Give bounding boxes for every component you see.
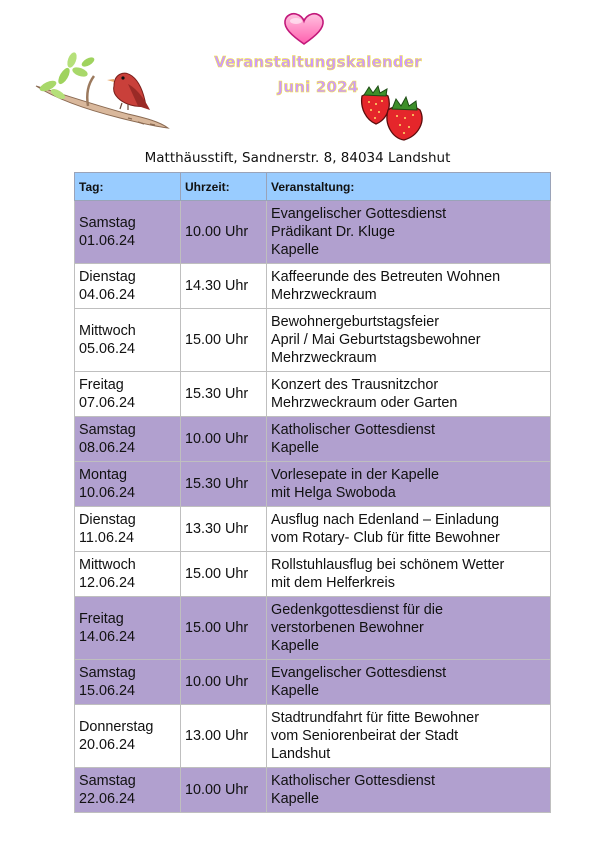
event-description-line: Mehrzweckraum: [271, 287, 377, 303]
address-line: Matthäusstift, Sandnerstr. 8, 84034 Landshut: [144, 150, 451, 166]
event-description-cell: [267, 201, 551, 264]
table-row: [75, 507, 551, 552]
event-description-line: Kapelle: [271, 638, 320, 654]
weekday: Samstag: [79, 215, 136, 231]
event-description-cell: [267, 768, 551, 813]
event-description-line: mit Helga Swoboda: [271, 485, 396, 501]
date: 01.06.24: [79, 233, 136, 249]
event-description-line: Gedenkgottesdienst für die: [271, 602, 443, 618]
table-row: [75, 201, 551, 264]
event-day-cell: [75, 768, 181, 813]
event-description-line: Katholischer Gottesdienst: [271, 773, 435, 789]
event-day-cell: [75, 309, 181, 372]
event-time: 10.00 Uhr: [185, 674, 249, 690]
event-day-cell: [75, 507, 181, 552]
event-time: 10.00 Uhr: [185, 431, 249, 447]
event-description-line: Rollstuhlausflug bei schönem Wetter: [271, 557, 505, 573]
event-time: 15.30 Uhr: [185, 386, 249, 402]
event-day-cell: [75, 264, 181, 309]
event-time: 15.00 Uhr: [185, 566, 249, 582]
event-description-line: vom Seniorenbeirat der Stadt: [271, 728, 459, 744]
bird-on-branch-illustration: [28, 48, 178, 130]
event-description-line: Kapelle: [271, 440, 320, 456]
date: 08.06.24: [79, 440, 136, 456]
title-line-2: Juni 2024: [277, 78, 359, 96]
event-description-cell: [267, 705, 551, 768]
weekday: Donnerstag: [79, 719, 154, 735]
column-header-day: Tag:: [75, 173, 181, 201]
event-description-cell: [267, 507, 551, 552]
table-row: [75, 768, 551, 813]
event-description-line: Konzert des Trausnitzchor: [271, 377, 439, 393]
event-time: 10.00 Uhr: [185, 782, 249, 798]
event-time: 15.30 Uhr: [185, 476, 249, 492]
table-row: [75, 372, 551, 417]
event-day-cell: [75, 660, 181, 705]
event-day-cell: [75, 597, 181, 660]
table-row: [75, 417, 551, 462]
event-day-cell: [75, 705, 181, 768]
event-time: 10.00 Uhr: [185, 224, 249, 240]
event-day-cell: [75, 552, 181, 597]
event-description-line: Ausflug nach Edenland – Einladung: [271, 512, 500, 528]
event-description-cell: [267, 264, 551, 309]
date: 15.06.24: [79, 683, 136, 699]
event-time-cell: [181, 417, 267, 462]
event-description-line: April / Mai Geburtstagsbewohner: [271, 332, 481, 348]
event-time-cell: [181, 597, 267, 660]
weekday: Dienstag: [79, 269, 136, 285]
event-description-cell: [267, 552, 551, 597]
event-time-cell: [181, 768, 267, 813]
event-description-line: Vorlesepate in der Kapelle: [271, 467, 440, 483]
event-description-line: Mehrzweckraum oder Garten: [271, 395, 458, 411]
event-time: 14.30 Uhr: [185, 278, 249, 294]
date: 05.06.24: [79, 341, 136, 357]
event-description-line: Stadtrundfahrt für fitte Bewohner: [271, 710, 479, 726]
table-row: [75, 660, 551, 705]
weekday: Samstag: [79, 665, 136, 681]
table-row: [75, 552, 551, 597]
column-header-time: Uhrzeit:: [181, 173, 267, 201]
title-line-1: Veranstaltungskalender: [214, 53, 422, 71]
event-description-line: verstorbenen Bewohner: [271, 620, 424, 636]
event-time-cell: [181, 462, 267, 507]
weekday: Mittwoch: [79, 557, 136, 573]
event-day-cell: [75, 417, 181, 462]
event-description-line: Landshut: [271, 746, 331, 762]
event-description-line: Katholischer Gottesdienst: [271, 422, 435, 438]
event-description-line: Prädikant Dr. Kluge: [271, 224, 395, 240]
table-row: [75, 705, 551, 768]
event-rows: [75, 201, 551, 813]
date: 04.06.24: [79, 287, 136, 303]
table-row: [75, 597, 551, 660]
weekday: Freitag: [79, 377, 124, 393]
date: 07.06.24: [79, 395, 136, 411]
event-time: 15.00 Uhr: [185, 332, 249, 348]
event-description-cell: [267, 417, 551, 462]
date: 10.06.24: [79, 485, 136, 501]
event-description-line: Kapelle: [271, 791, 320, 807]
table-row: [75, 264, 551, 309]
event-time-cell: [181, 552, 267, 597]
table-header-row: [75, 173, 551, 201]
date: 12.06.24: [79, 575, 136, 591]
event-description-line: Bewohnergeburtstagsfeier: [271, 314, 439, 330]
event-description-line: Mehrzweckraum: [271, 350, 377, 366]
event-time-cell: [181, 507, 267, 552]
event-time-cell: [181, 372, 267, 417]
weekday: Freitag: [79, 611, 124, 627]
event-time-cell: [181, 264, 267, 309]
event-time-cell: [181, 705, 267, 768]
event-description-cell: [267, 462, 551, 507]
strawberries-illustration: [356, 82, 428, 142]
table-row: [75, 309, 551, 372]
event-description-line: Kapelle: [271, 242, 320, 258]
weekday: Samstag: [79, 773, 136, 789]
weekday: Samstag: [79, 422, 136, 438]
event-description-cell: [267, 372, 551, 417]
event-time-cell: [181, 201, 267, 264]
event-description-cell: [267, 660, 551, 705]
date: 20.06.24: [79, 737, 136, 753]
event-description-line: Evangelischer Gottesdienst: [271, 665, 447, 681]
event-day-cell: [75, 372, 181, 417]
event-day-cell: [75, 462, 181, 507]
event-time: 13.30 Uhr: [185, 521, 249, 537]
date: 22.06.24: [79, 791, 136, 807]
column-header-event: Veranstaltung:: [267, 173, 551, 201]
event-description-line: Kaffeerunde des Betreuten Wohnen: [271, 269, 501, 285]
event-description-line: vom Rotary- Club für fitte Bewohner: [271, 530, 500, 546]
event-description-cell: [267, 597, 551, 660]
events-table: [74, 172, 551, 813]
event-day-cell: [75, 201, 181, 264]
heart-icon: [283, 12, 325, 46]
weekday: Montag: [79, 467, 127, 483]
table-row: [75, 462, 551, 507]
date: 11.06.24: [79, 530, 134, 546]
event-description-line: Evangelischer Gottesdienst: [271, 206, 447, 222]
event-time: 13.00 Uhr: [185, 728, 249, 744]
event-description-line: Kapelle: [271, 683, 320, 699]
event-time: 15.00 Uhr: [185, 620, 249, 636]
weekday: Dienstag: [79, 512, 136, 528]
weekday: Mittwoch: [79, 323, 136, 339]
event-time-cell: [181, 309, 267, 372]
event-description-cell: [267, 309, 551, 372]
event-description-line: mit dem Helferkreis: [271, 575, 395, 591]
event-time-cell: [181, 660, 267, 705]
date: 14.06.24: [79, 629, 136, 645]
